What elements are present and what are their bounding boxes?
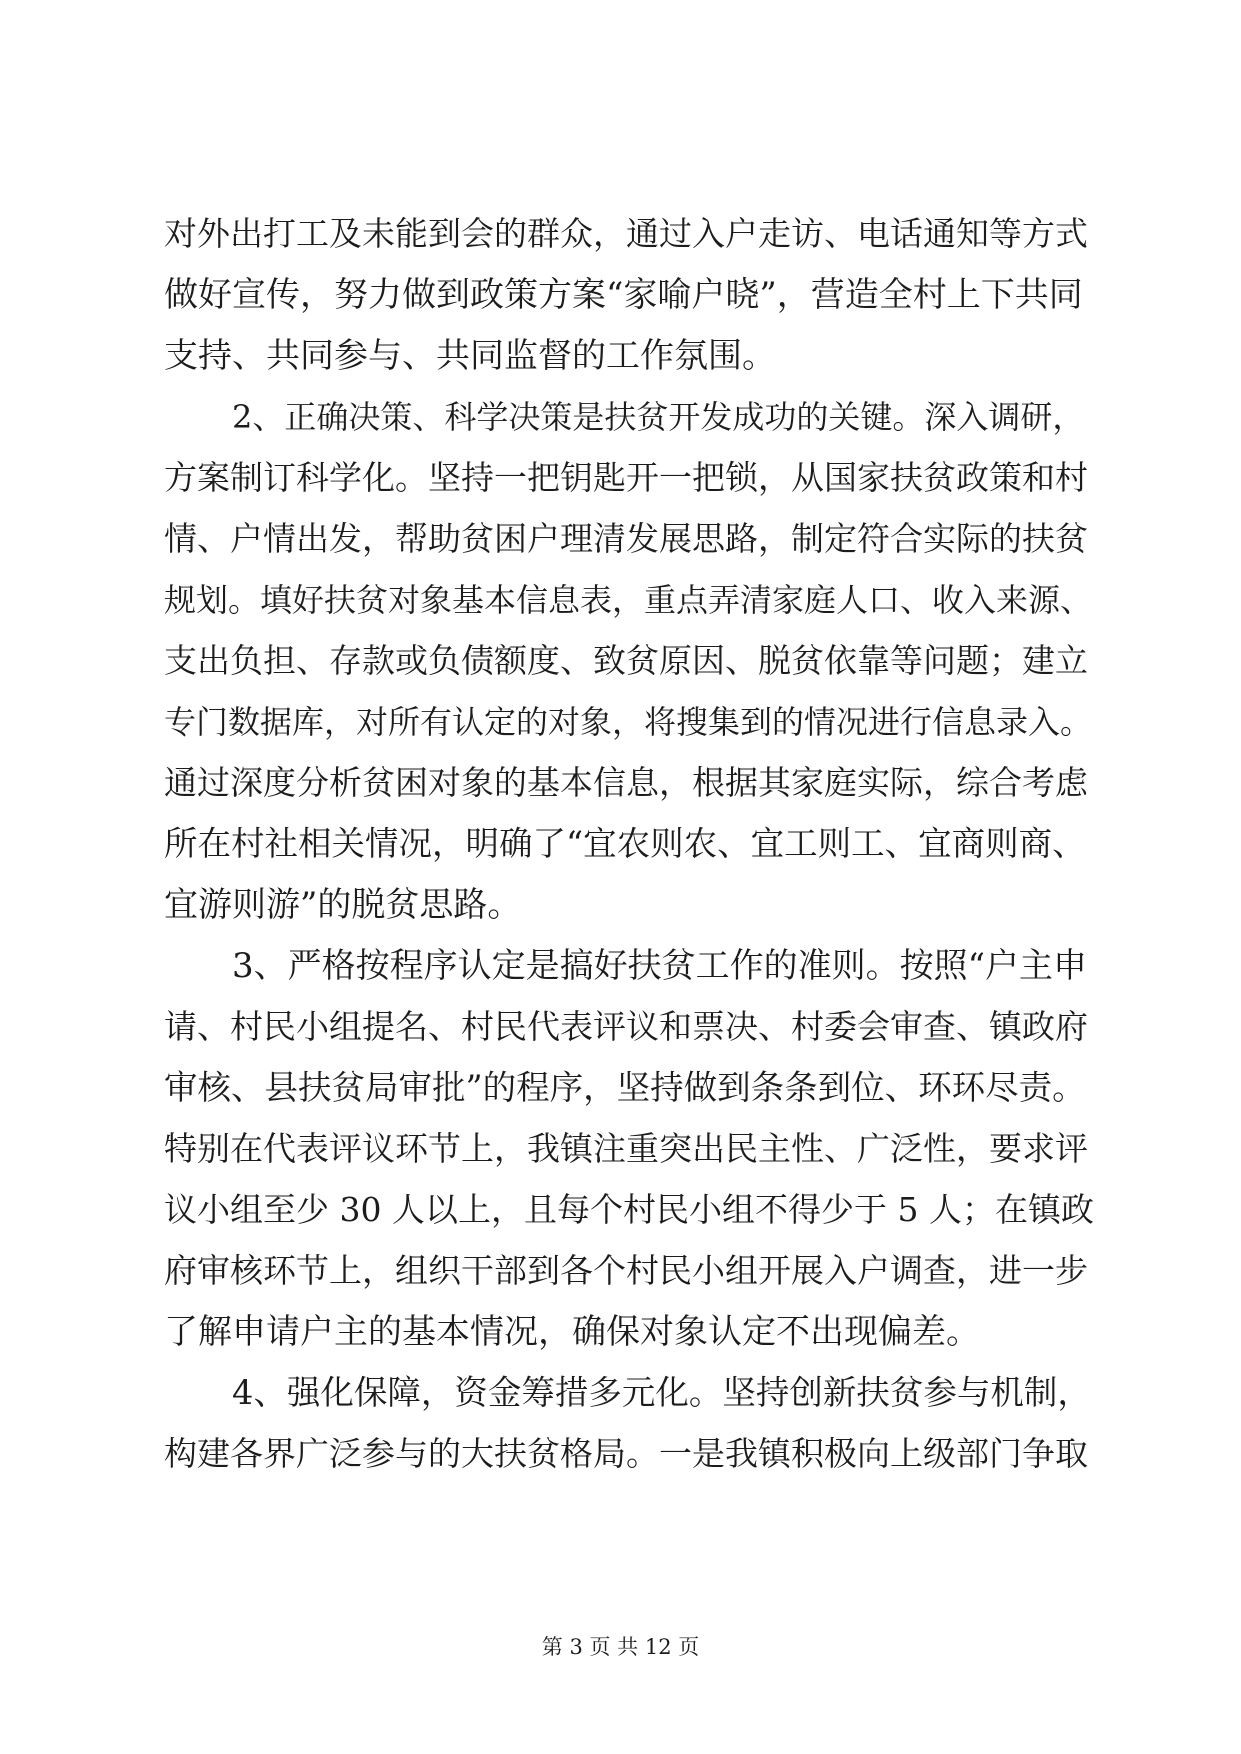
p2-line-2: 方案制订科学化。坚持一把钥匙开一把锁，从国家扶贫政策和村: [164, 458, 1088, 497]
p3-line-6: 府审核环节上，组织干部到各个村民小组开展入户调查，进一步: [164, 1251, 1088, 1290]
p2-line-6: 专门数据库，对所有认定的对象，将搜集到的情况进行信息录入。: [164, 703, 1093, 741]
p2-line-5: 支出负担、存款或负债额度、致贫原因、脱贫依靠等问题；建立: [164, 641, 1088, 680]
p3-line-4: 特别在代表评议环节上，我镇注重突出民主性、广泛性，要求评: [164, 1129, 1088, 1168]
p3-line-7: 了解申请户主的基本情况，确保对象认定不出现偏差。: [164, 1312, 980, 1352]
p4-line-1: 4、强化保障，资金筹措多元化。坚持创新扶贫参与机制，: [232, 1373, 1091, 1412]
p2-line-4: 规划。填好扶贫对象基本信息表，重点弄清家庭人口、收入来源、: [164, 581, 1093, 619]
p4-line-2: 构建各界广泛参与的大扶贫格局。一是我镇积极向上级部门争取: [164, 1434, 1088, 1473]
p2-line-1: 2、正确决策、科学决策是扶贫开发成功的关键。深入调研，: [232, 398, 1085, 436]
p2-line-3: 情、户情出发，帮助贫困户理清发展思路，制定符合实际的扶贫: [164, 519, 1088, 558]
p1-line-2: 做好宣传，努力做到政策方案“家喻户晓”，营造全村上下共同: [164, 275, 1083, 315]
p3-line-2: 请、村民小组提名、村民代表评议和票决、村委会审查、镇政府: [164, 1007, 1088, 1046]
page-number-footer: 第 3 页 共 12 页: [541, 1635, 700, 1659]
p1-line-1: 对外出打工及未能到会的群众，通过入户走访、电话通知等方式: [164, 214, 1088, 253]
p1-line-3: 支持、共同参与、共同监督的工作氛围。: [164, 336, 776, 376]
p3-line-1: 3、严格按程序认定是搞好扶贫工作的准则。按照“户主申: [232, 946, 1088, 986]
p3-line-3: 审核、县扶贫局审批”的程序，坚持做到条条到位、环环尽责。: [164, 1068, 1086, 1107]
p3-line-5: 议小组至少 30 人以上，且每个村民小组不得少于 5 人；在镇政: [164, 1190, 1094, 1229]
p2-line-8: 所在村社相关情况，明确了“宜农则农、宜工则工、宜商则商、: [164, 824, 1086, 863]
p2-line-9: 宜游则游”的脱贫思路。: [164, 885, 522, 925]
p2-line-7: 通过深度分析贫困对象的基本信息，根据其家庭实际，综合考虑: [164, 763, 1088, 802]
